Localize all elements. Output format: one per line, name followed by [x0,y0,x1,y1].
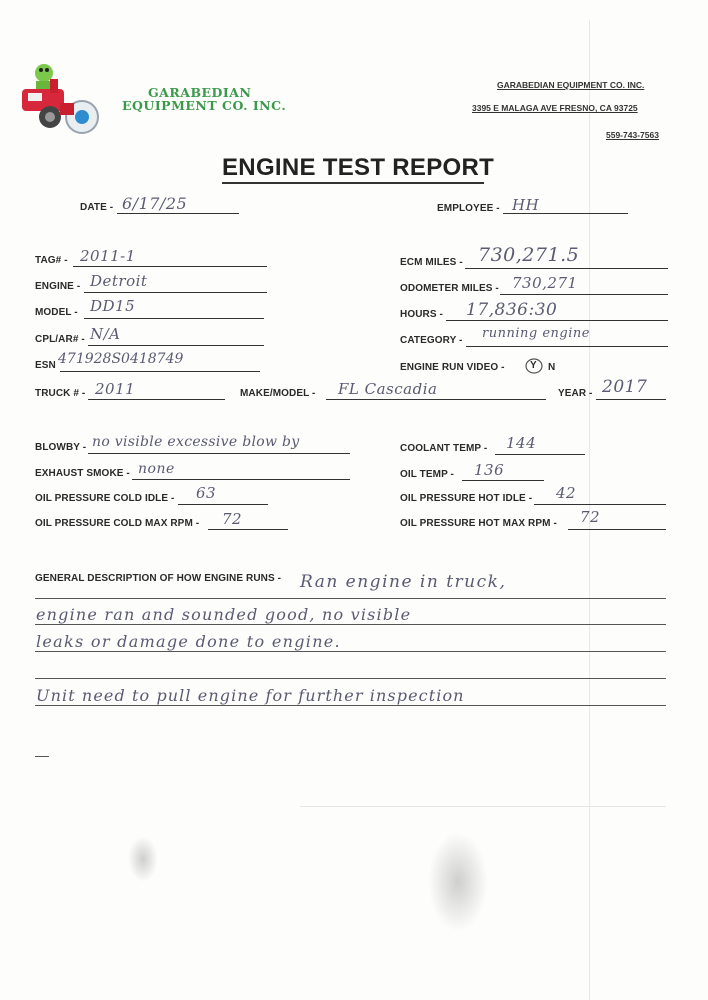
scan-smudge [428,832,488,932]
oil-pressure-cold-max-value[interactable]: 72 [222,510,243,528]
employee-label: EMPLOYEE - [437,203,500,214]
esn-label: ESN [35,360,56,371]
company-brand [122,86,286,112]
engine-value[interactable]: Detroit [90,272,148,290]
ecm-miles-line [465,268,668,269]
category-label: CATEGORY - [400,335,463,346]
engine-run-video-no-option[interactable]: N [548,362,556,373]
cpl-ar-value[interactable]: N/A [90,325,121,343]
exhaust-smoke-value[interactable]: none [138,461,175,477]
oil-pressure-hot-idle-label: OIL PRESSURE HOT IDLE - [400,493,533,504]
brand-line2: EQUIPMENT CO. INC. [122,98,287,113]
employee-value[interactable]: HH [512,196,540,214]
oil-pressure-cold-idle-label: OIL PRESSURE COLD IDLE - [35,493,175,504]
tractor-mascot-logo [20,55,102,137]
hours-line [446,320,668,321]
coolant-temp-label: COOLANT TEMP - [400,443,488,454]
oil-temp-label: OIL TEMP - [400,469,454,480]
oil-pressure-hot-max-value[interactable]: 72 [580,508,601,526]
oil-pressure-hot-idle-line [534,504,666,505]
description-rule-4 [35,678,666,679]
oil-pressure-cold-max-label: OIL PRESSURE COLD MAX RPM - [35,518,200,529]
model-label: MODEL - [35,307,78,318]
description-rule-5 [35,705,666,706]
oil-pressure-hot-max-label: OIL PRESSURE HOT MAX RPM - [400,518,557,529]
oil-pressure-cold-idle-line [178,504,268,505]
oil-pressure-cold-idle-value[interactable]: 63 [196,484,217,502]
description-line3-text[interactable]: leaks or damage done to engine. [36,632,341,651]
oil-temp-value[interactable]: 136 [474,461,505,479]
description-rule-2 [35,624,666,625]
oil-pressure-cold-max-line [208,529,288,530]
oil-temp-line [462,480,544,481]
exhaust-smoke-line [132,479,350,480]
year-label: YEAR - [558,388,593,399]
make-model-value[interactable]: FL Cascadia [338,380,438,398]
tag-value[interactable]: 2011-1 [80,247,136,265]
tag-line [73,266,267,267]
oil-pressure-hot-max-line [568,529,666,530]
description-line1-text[interactable]: Ran engine in truck, [300,572,507,592]
category-value[interactable]: running engine [482,326,590,341]
company-phone: 559-743-7563 [606,130,659,140]
model-value[interactable]: DD15 [90,297,136,315]
date-label: DATE - [80,202,114,213]
description-label: GENERAL DESCRIPTION OF HOW ENGINE RUNS - [35,573,282,584]
hours-value[interactable]: 17,836:30 [466,300,558,320]
year-line [596,399,666,400]
truck-value[interactable]: 2011 [95,380,136,398]
hours-label: HOURS - [400,309,443,320]
description-rule-6 [35,756,49,757]
cpl-ar-label: CPL/AR# - [35,334,85,345]
truck-label: TRUCK # - [35,388,86,399]
esn-value[interactable]: 471928S0418749 [58,351,184,367]
blowby-line [88,453,350,454]
engine-label: ENGINE - [35,281,81,292]
blowby-value[interactable]: no visible excessive blow by [92,434,300,450]
date-line [117,213,239,214]
description-rule-3 [35,651,666,652]
description-rule-1 [35,598,666,599]
date-value[interactable]: 6/17/25 [122,194,188,213]
engine-run-video-label: ENGINE RUN VIDEO - [400,362,505,373]
cpl-ar-line [88,345,264,346]
page-title: ENGINE TEST REPORT [222,154,495,181]
model-line [84,318,264,319]
coolant-temp-line [495,454,585,455]
title-underline [222,182,484,184]
engine-run-video-yes-option[interactable] [524,357,544,375]
description-line2-text[interactable]: engine ran and sounded good, no visible [36,605,412,624]
coolant-temp-value[interactable]: 144 [506,434,537,452]
odometer-miles-value[interactable]: 730,271 [512,274,578,292]
make-model-label: MAKE/MODEL - [240,388,316,399]
ecm-miles-label: ECM MILES - [400,257,463,268]
engine-run-video-yes-text: Y [530,360,537,371]
esn-line [60,371,260,372]
company-address: 3395 E MALAGA AVE FRESNO, CA 93725 [472,103,638,113]
ecm-miles-value[interactable]: 730,271.5 [478,244,580,266]
description-rule-7 [300,806,666,807]
make-model-line [326,399,546,400]
year-value[interactable]: 2017 [602,377,648,397]
odometer-miles-line [500,294,668,295]
oil-pressure-hot-idle-value[interactable]: 42 [556,484,577,502]
tag-label: TAG# - [35,255,68,266]
blowby-label: BLOWBY - [35,442,87,453]
exhaust-smoke-label: EXHAUST SMOKE - [35,468,130,479]
category-line [466,346,668,347]
scan-smudge [128,836,158,882]
odometer-miles-label: ODOMETER MILES - [400,283,499,294]
truck-line [88,399,225,400]
brand-line1: GARABEDIAN [148,85,252,100]
company-name: GARABEDIAN EQUIPMENT CO. INC. [497,80,645,90]
engine-line [84,292,267,293]
description-line5-text[interactable]: Unit need to pull engine for further inspection [36,686,465,705]
